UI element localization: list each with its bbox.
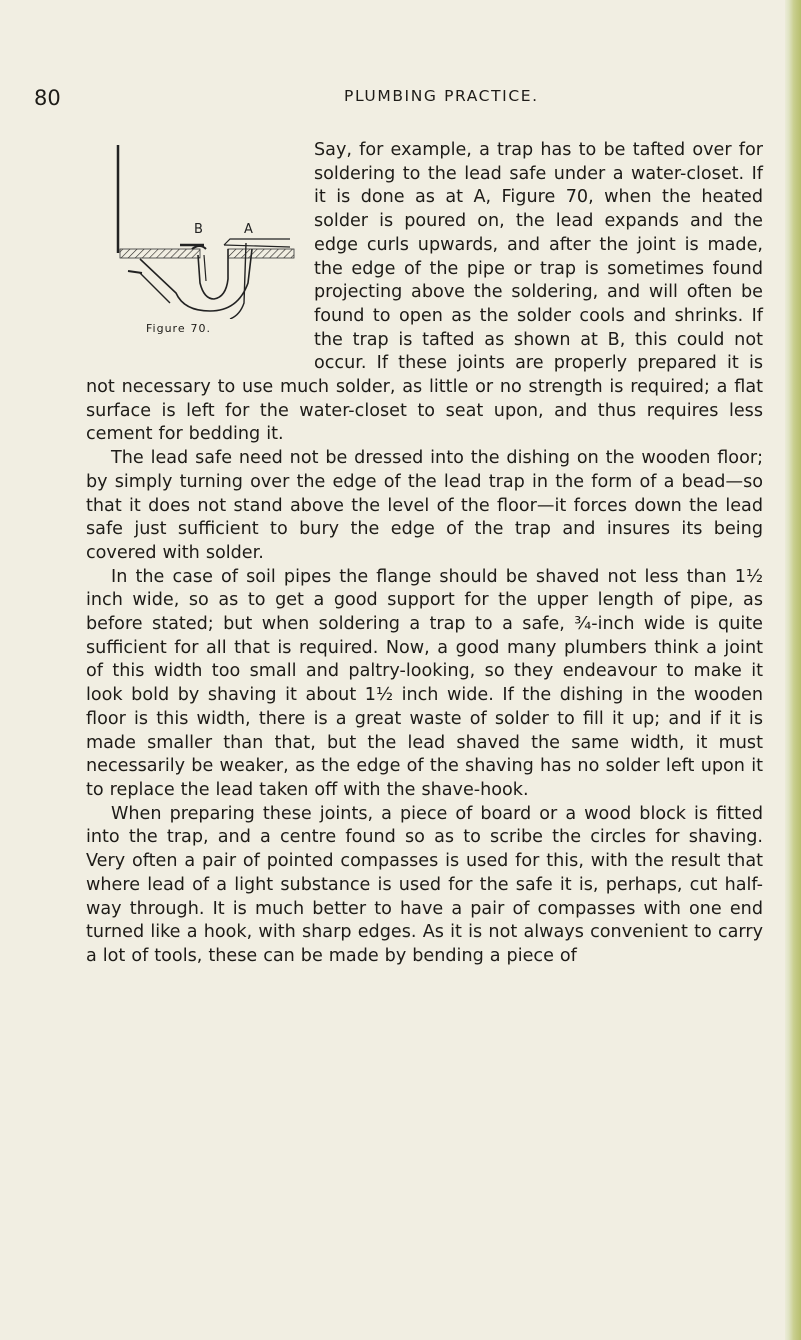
label-a: A <box>244 222 253 237</box>
label-b: B <box>194 222 203 237</box>
paragraph-3: In the case of soil pipes the flange should be shaved not less than 1½ inch wide, so as to get a good support for the upper length of pipe, as before stated; but when soldering a trap to a safe, ¾-inch wide is quite sufficient for all that is required. Now, a good many plumbers think a joint of this width too small and paltry-looking, so they endeavour to make it look bold by shaving it about 1½ inch wide. If the dishing in the wooden floor is this width, there is a great waste of solder to fill it up; and if it is made smaller than that, but the lead shaved the same width, it must necessarily be weaker, as the edge of the shaving has no solder left upon it to replace the lead taken off with the shave-hook. <box>86 566 763 800</box>
trap-joint-diagram <box>80 143 302 319</box>
paragraph-2: The lead safe need not be dressed into the dishing on the wooden floor; by simply turning over the edge of the lead trap in the form of a bead—so that it does not stand above the level of the floor—it forces down the lead safe just sufficient to bury the edge of the trap and insures its being covered with solder. <box>86 448 763 563</box>
body-text <box>86 139 763 969</box>
paragraph-1: Say, for example, a trap has to be tafted over for soldering to the lead safe under a water-closet. If it is done as at A, Figure 70, when the heated solder is poured on, the lead expands and the edge curls upwards, and after the joint is made, the edge of the pipe or trap is sometimes found projecting above the soldering, and will often be found to open as the solder cools and shrinks. If the trap is tafted as shown at B, this could not occur. If these joints are properly prepared it is not necessary to use much solder, as little or no strength is required; a flat surface is left for the water-closet to seat upon, and thus requires less cement for bedding it. <box>86 140 763 445</box>
lead-safe-left <box>120 249 200 258</box>
lead-safe-right <box>228 249 294 258</box>
running-head: PLUMBING PRACTICE. <box>344 87 539 105</box>
page-edge <box>785 0 801 1340</box>
page-number: 80 <box>34 86 61 110</box>
paragraph-4: When preparing these joints, a piece of board or a wood block is fitted into the trap, and a centre found so as to scribe the circles for shaving. Very often a pair of pointed compasses is used for this, with the result that where lead of a light substance is used for the safe it is, perhaps, cut half-way through. It is much better to have a pair of compasses with one end turned like a hook, with sharp edges. As it is not always convenient to carry a lot of tools, these can be made by bending a piece of <box>86 803 763 966</box>
figure-70 <box>80 139 302 375</box>
figure-caption: Figure 70. <box>146 322 211 335</box>
